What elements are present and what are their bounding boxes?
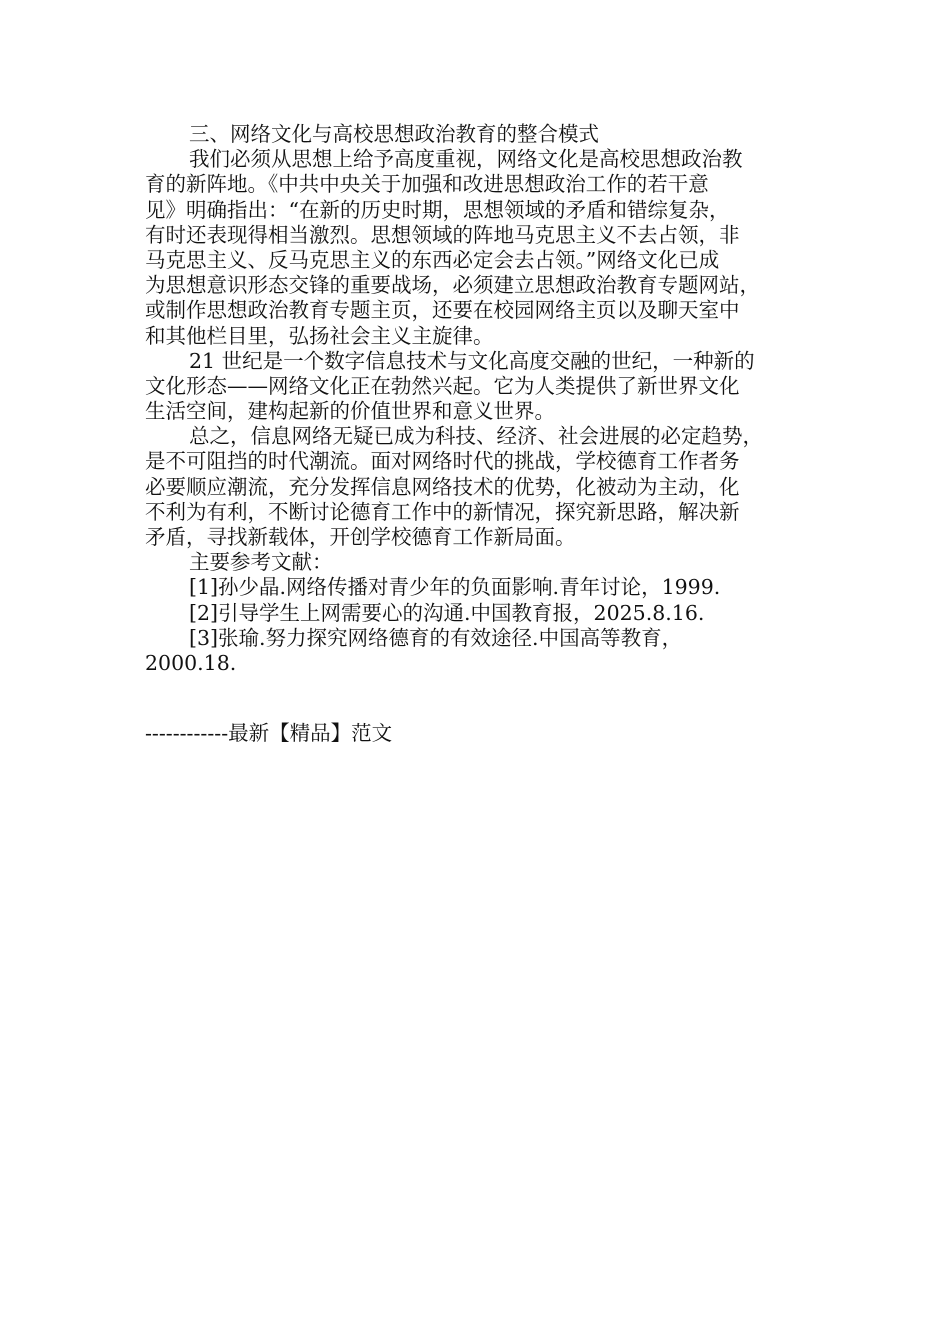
paragraph-line: 为思想意识形态交锋的重要战场，必须建立思想政治教育专题网站，	[145, 273, 760, 298]
paragraph-line: 育的新阵地。《中共中央关于加强和改进思想政治工作的若干意	[145, 172, 709, 197]
paragraph-line: 有时还表现得相当激烈。思想领域的阵地马克思主义不去占领，非	[145, 222, 740, 247]
paragraph-line: 是不可阻挡的时代潮流。面对网络时代的挑战，学校德育工作者务	[145, 449, 740, 474]
paragraph-line: 21 世纪是一个数字信息技术与文化高度交融的世纪，一种新的	[189, 348, 755, 373]
references-heading: 主要参考文献：	[189, 550, 333, 575]
paragraph-line: 马克思主义、反马克思主义的东西必定会去占领。”网络文化已成	[145, 247, 720, 272]
paragraph-line: 和其他栏目里，弘扬社会主义主旋律。	[145, 323, 494, 348]
paragraph-line: 我们必须从思想上给予高度重视，网络文化是高校思想政治教	[189, 147, 743, 172]
paragraph-1	[145, 147, 805, 349]
reference-continuation: 2000.18.	[145, 650, 237, 675]
paragraph-2	[145, 349, 805, 425]
references-list	[145, 575, 805, 676]
document-body	[145, 122, 805, 676]
paragraph-line: 文化形态——网络文化正在勃然兴起。它为人类提供了新世界文化	[145, 373, 740, 398]
paragraph-line: 生活空间，建构起新的价值世界和意义世界。	[145, 399, 555, 424]
paragraph-line: 见》明确指出：“在新的历史时期，思想领域的矛盾和错综复杂，	[145, 197, 730, 222]
paragraph-line: 总之，信息网络无疑已成为科技、经济、社会进展的必定趋势，	[189, 424, 763, 449]
paragraph-line: 矛盾，寻找新载体，开创学校德育工作新局面。	[145, 525, 576, 549]
paragraph-line: 或制作思想政治教育专题主页，还要在校园网络主页以及聊天室中	[145, 298, 740, 323]
paragraph-3	[145, 424, 805, 550]
reference-item: [1]孙少晶.网络传播对青少年的负面影响.青年讨论，1999.	[189, 575, 721, 600]
reference-item: [3]张瑜.努力探究网络德育的有效途径.中国高等教育，	[189, 625, 683, 650]
footer-text: ------------最新【精品】范文	[145, 721, 393, 745]
reference-item: [2]引导学生上网需要心的沟通.中国教育报，2025.8.16.	[189, 600, 705, 625]
paragraph-line: 不利为有利，不断讨论德育工作中的新情况，探究新思路，解决新	[145, 499, 740, 524]
section-heading: 三、网络文化与高校思想政治教育的整合模式	[189, 122, 599, 146]
paragraph-line: 必要顺应潮流，充分发挥信息网络技术的优势，化被动为主动，化	[145, 474, 740, 499]
